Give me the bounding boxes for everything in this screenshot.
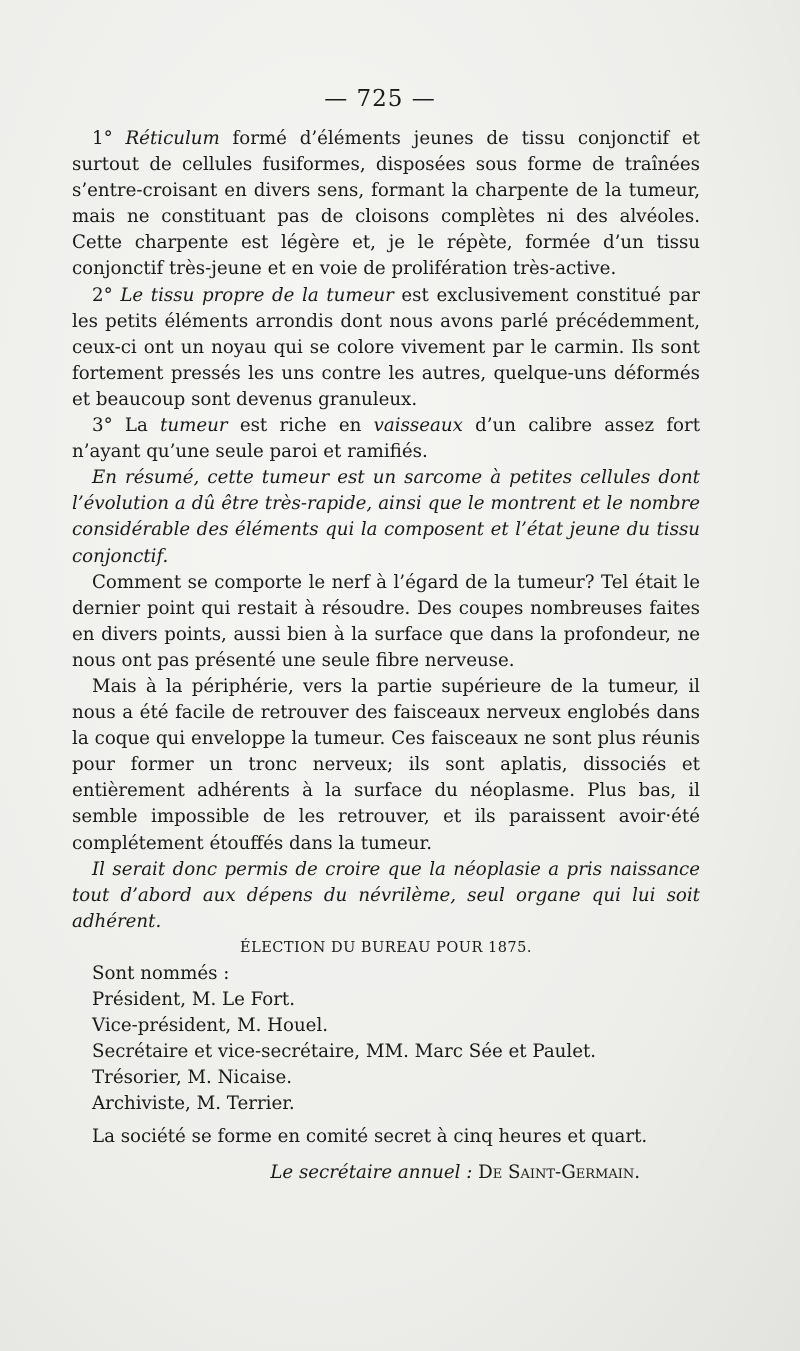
item-number: 2° — [92, 284, 113, 306]
election-list — [72, 961, 700, 1118]
closing-statement: La société se forme en comité secret à cinq heures et quart. — [92, 1125, 648, 1147]
signature — [72, 1160, 700, 1186]
document-body — [72, 126, 700, 1186]
paragraph-conclusion: Il serait donc permis de croire que la néoplasie a pris naissance tout d’abord aux dépens du névrilème, seul organe qui lui soit adhérent. — [72, 858, 700, 932]
paragraph-text: formé d’éléments jeunes de tissu conjonctif et surtout de cellules fusiformes, disposées sous forme de traînées s’entre-croisant en divers sens, formant la charpente de la tumeur, mais ne constituant pas de cloisons complètes ni des alvéoles. Cette charpente est légère et, je le répète, formée d’un tissu conjonctif très-jeune et en voie de prolifération très-active. — [72, 128, 700, 280]
term-reticulum: Réticulum — [125, 128, 220, 149]
item-number: 1° — [92, 128, 113, 149]
election-member: Archiviste, M. Terrier. — [92, 1093, 295, 1115]
election-member: Trésorier, M. Nicaise. — [92, 1067, 293, 1089]
paragraph-text: d’un calibre assez fort n’ayant qu’une seule paroi et ramifiés. — [72, 415, 701, 463]
paragraph-tissu-propre — [72, 283, 700, 413]
paragraph-reticulum — [72, 126, 700, 283]
item-number: 3° — [92, 415, 113, 437]
paragraph-text: La — [112, 415, 161, 437]
election-member: Vice-président, M. Houel. — [92, 1015, 329, 1037]
signature-name: De Saint-Germain. — [478, 1161, 640, 1183]
election-intro: Sont nommés : — [92, 963, 230, 984]
paragraph-vaisseaux — [72, 413, 700, 465]
paragraph-peripherie: Mais à la périphérie, vers la partie supérieure de la tumeur, il nous a été facile de retrouver des faisceaux nerveux englobés dans la coque qui enveloppe la tumeur. Ces faisceaux ne sont plus réunis pour former un tronc nerveux; ils sont aplatis, dissociés et entièrement adhérents à la surface du néoplasme. Plus bas, il semble impossible de les retrouver, et ils paraissent avoir·été complétement étouffés dans la tumeur. — [72, 675, 700, 854]
paragraph-resume: En résumé, cette tumeur est un sarcome à petites cellules dont l’évolution a dû être très-rapide, ainsi que le montrent et le nombre considérable des éléments qui la composent et l’état jeune du tissu conjonctif. — [72, 467, 700, 567]
paragraph-text: est exclusivement constitué par les petits éléments arrondis dont nous avons parlé précédemment, ceux-ci ont un noyau qui se colore vivement par le carmin. Ils sont fortement pressés les uns contre les autres, quelque-uns déformés et beaucoup sont devenus granuleux. — [72, 284, 700, 410]
election-heading: ÉLECTION DU BUREAU POUR 1875. — [239, 939, 532, 956]
term-tumeur: tumeur — [160, 415, 228, 437]
page-number: — 725 — — [324, 86, 436, 112]
term-tissu-propre: Le tissu propre de la tumeur — [120, 284, 394, 306]
election-member: Secrétaire et vice-secrétaire, MM. Marc Sée et Paulet. — [92, 1041, 597, 1063]
election-member: Président, M. Le Fort. — [92, 989, 296, 1011]
paragraph-nerf: Comment se comporte le nerf à l’égard de la tumeur? Tel était le dernier point qui restait à résoudre. Des coupes nombreuses faites en divers points, aussi bien à la surface que dans la profondeur, ne nous ont pas présenté une seule fibre nerveuse. — [72, 571, 700, 671]
term-vaisseaux: vaisseaux — [373, 415, 463, 437]
signature-role: Le secrétaire annuel : — [270, 1161, 473, 1183]
paragraph-text: est riche en — [227, 415, 374, 437]
